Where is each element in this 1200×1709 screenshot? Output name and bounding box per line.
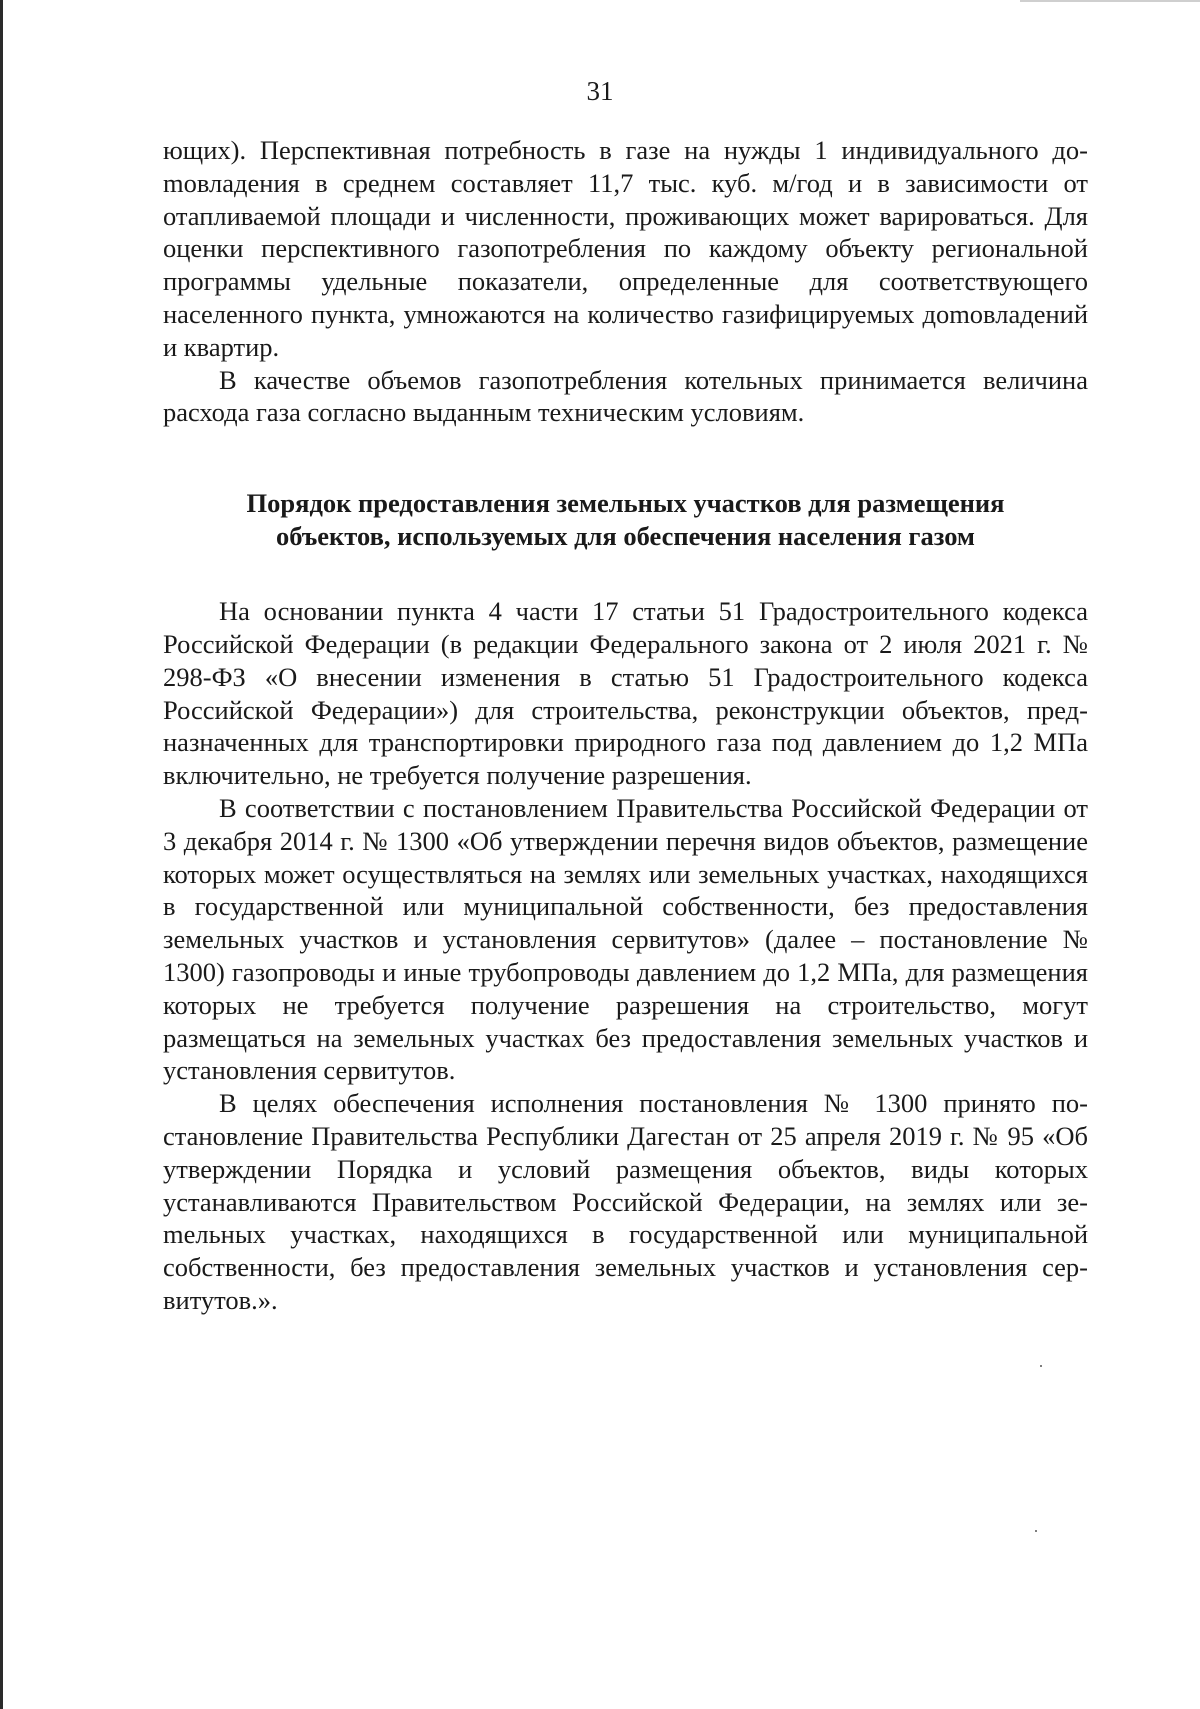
page-number: 31 xyxy=(586,76,614,106)
page-body xyxy=(163,134,1088,1317)
section-heading-line-1: Порядок предоставления земельных участков для размещения xyxy=(246,488,1005,519)
section-heading xyxy=(163,487,1088,553)
scan-speck xyxy=(1040,1365,1042,1367)
scan-speck xyxy=(1035,1530,1037,1532)
paragraph-5: В целях обеспечения исполнения постановления № 1300 принято постановление Правительства Республики Дагестан от 25 апреля 2019 г. № 95 «Об утверждении Порядка и условий размещения объектов, виды которых устанавливаются Правительством Российской Федерации, на землях или зеmельных участках, находящихся в государственной или муниципальной собственности, без предоставления земельных участков и установления сервитутов.». xyxy=(163,1088,1088,1315)
scan-edge-left xyxy=(0,0,3,1709)
scan-edge-top xyxy=(1020,0,1200,2)
paragraph-4: В соответствии с постановлением Правительства Российской Федерации от 3 декабря 2014 г. № 1300 «Об утверждении перечня видов объектов, размещение которых может осуществляться на землях или земельных участках, находящихся в государственной или муниципальной собственности, без предоставления земельных участков и установления сервитутов» (далее – постановление № 1300) газопроводы и иные трубопроводы давлением до 1,2 МПа, для размещения которых не требуется получение разрешения на строительство, могут размещаться на земельных участках без предоставления земельных участков и установления сервитутов. xyxy=(163,792,1088,1086)
section-heading-line-2: объектов, используемых для обеспечения населения газом xyxy=(275,521,975,552)
paragraph-2: В качестве объемов газопотребления котельных принимается величина расхода газа согласно выданным техническим условиям. xyxy=(163,364,1088,428)
paragraph-3: На основании пункта 4 части 17 статьи 51 Градостроительного кодекса Российской Федерации (в редакции Федерального закона от 2 июля 2021 г. № 298-ФЗ «О внесении изменения в статью 51 Градостроительного кодекса Российской Федерации») для строительства, реконструкции объектов, предназначенных для транспортировки природного газа под давлением до 1,2 МПа включительно, не требуется получение разрешения. xyxy=(163,596,1088,791)
paragraph-1: ющих). Перспективная потребность в газе на нужды 1 индивидуального доmовладения в среднем составляет 11,7 тыс. куб. м/год и в зависимости от отапливаемой площади и численности, проживающих может варироваться. Для оценки перспективного газопотребления по каждому объекту региональной программы удельные показатели, определенные для соответствующего населенного пункта, умножаются на количество газифицируемых доmовладений и квартир. xyxy=(163,135,1088,362)
